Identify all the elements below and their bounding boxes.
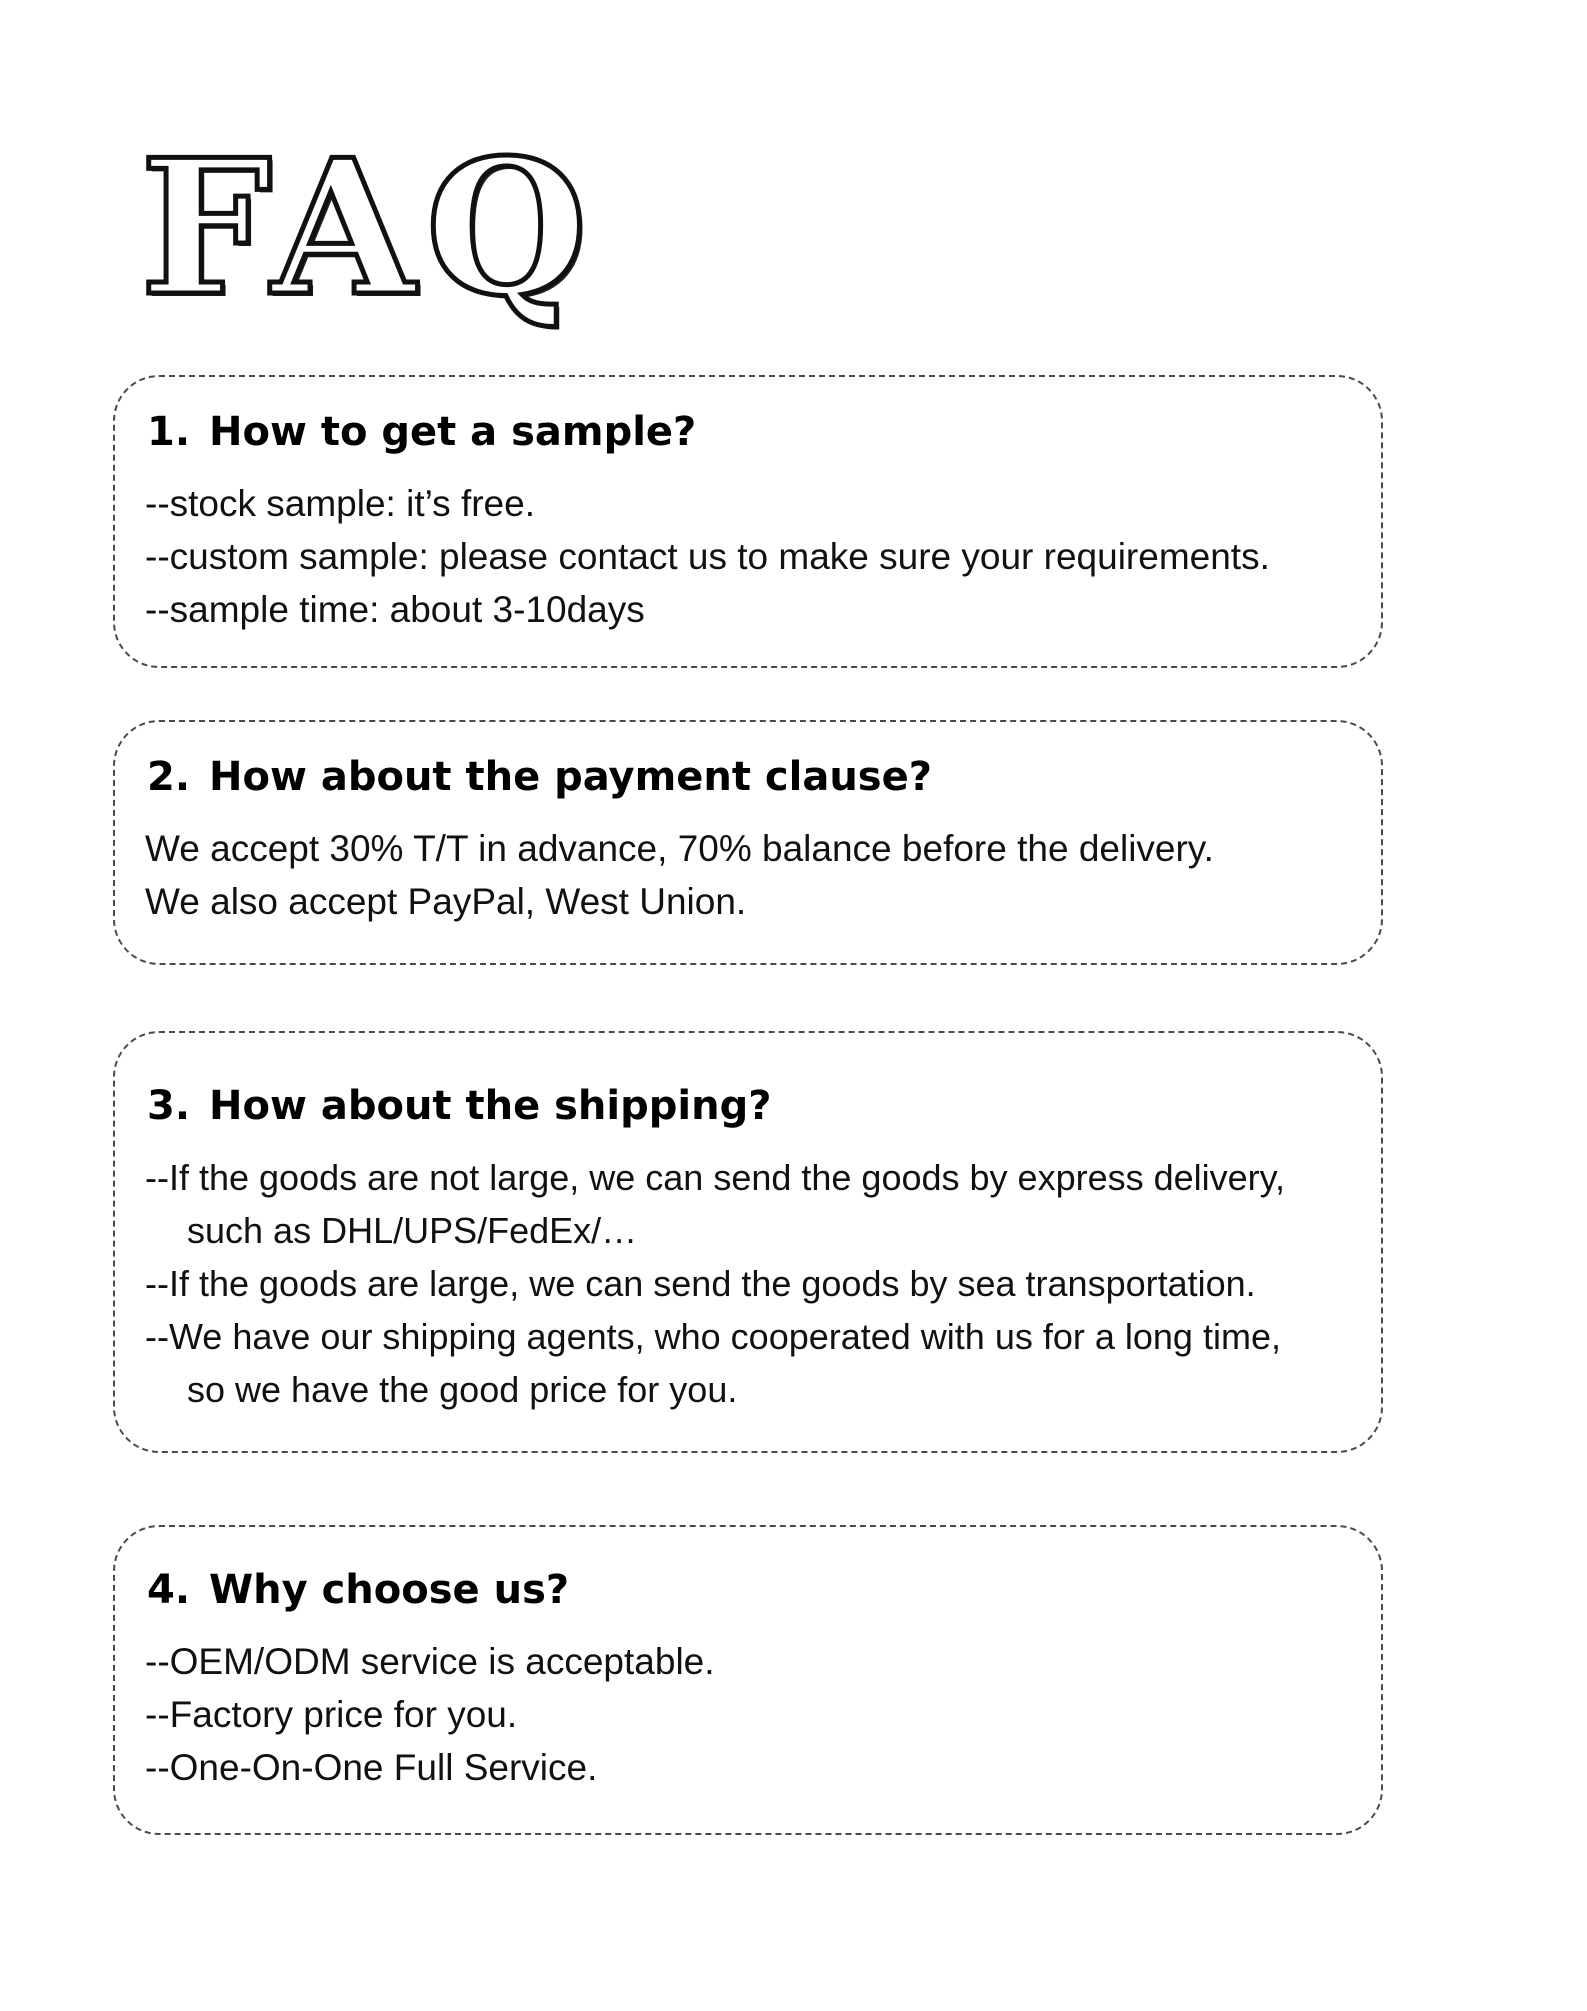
faq-question (147, 1083, 771, 1129)
faq-question (147, 754, 932, 800)
answer-line: --We have our shipping agents, who cooperated with us for a long time, (145, 1316, 1281, 1357)
answer-line: --One-On-One Full Service. (145, 1747, 598, 1788)
faq-card-shipping (113, 1031, 1383, 1453)
faq-question-text: Why choose us? (209, 1567, 570, 1613)
answer-line: --Factory price for you. (145, 1694, 518, 1735)
faq-number: 2. (147, 754, 191, 800)
faq-answer (145, 1635, 715, 1794)
faq-question-text: How about the shipping? (209, 1083, 772, 1129)
answer-line: --custom sample: please contact us to make sure your requirements. (145, 536, 1270, 577)
faq-card-payment (113, 720, 1383, 965)
faq-question (147, 409, 696, 455)
answer-line: --sample time: about 3-10days (145, 589, 645, 630)
answer-line: --If the goods are not large, we can send the goods by express delivery, (145, 1157, 1285, 1198)
faq-number: 3. (147, 1083, 191, 1129)
answer-line: such as DHL/UPS/FedEx/… (187, 1210, 638, 1251)
answer-line: We also accept PayPal, West Union. (145, 881, 747, 922)
faq-answer (145, 477, 1270, 636)
faq-question-text: How about the payment clause? (209, 754, 932, 800)
faq-answer (145, 822, 1214, 928)
faq-card-why-us (113, 1525, 1383, 1835)
answer-line: so we have the good price for you. (187, 1369, 738, 1410)
answer-line: We accept 30% T/T in advance, 70% balance before the delivery. (145, 828, 1214, 869)
faq-question-text: How to get a sample? (209, 409, 697, 455)
page-title: FAQ (140, 118, 598, 337)
answer-line: --OEM/ODM service is acceptable. (145, 1641, 715, 1682)
faq-number: 4. (147, 1567, 191, 1613)
faq-number: 1. (147, 409, 191, 455)
answer-line: --stock sample: it’s free. (145, 483, 535, 524)
faq-question (147, 1567, 569, 1613)
answer-line: --If the goods are large, we can send the goods by sea transportation. (145, 1263, 1256, 1304)
faq-answer (145, 1151, 1285, 1416)
faq-card-sample (113, 375, 1383, 668)
